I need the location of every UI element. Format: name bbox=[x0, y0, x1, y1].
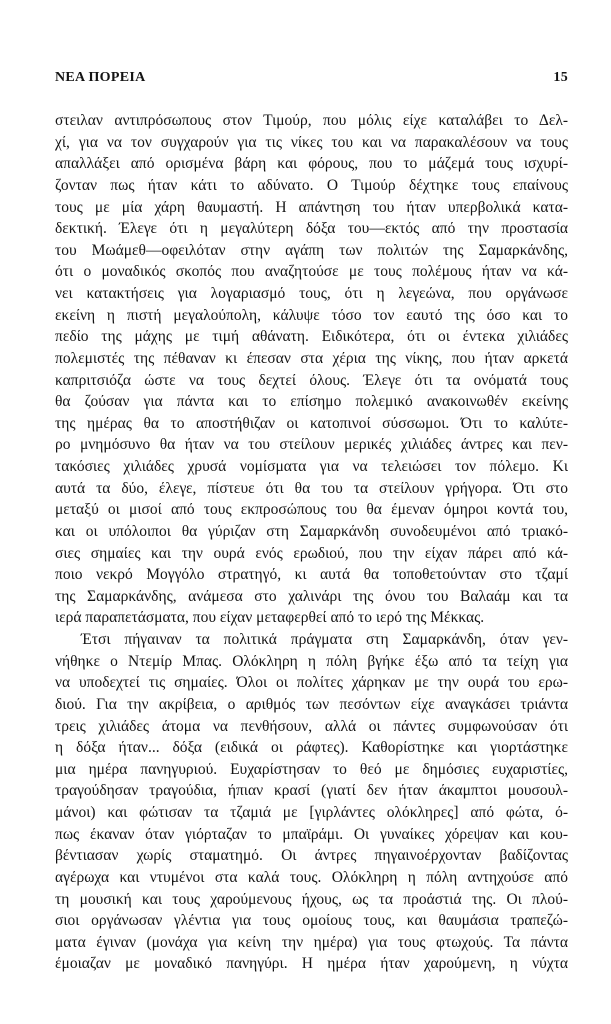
text-line: και οι υπόλοιποι θα γύριζαν στη Σαμαρκάνδη συνοδευμένοι από τριακό- bbox=[55, 522, 568, 540]
text-line: να υποδεχτεί τις σημαίες. Όλοι οι πολίτες χάρηκαν με την ουρά του ερω- bbox=[55, 674, 568, 692]
body-text bbox=[55, 110, 568, 975]
text-line: θα ζούσαν για πάντα και το επίσημο πολεμικό ανακοινωθέν εκείνης bbox=[55, 393, 568, 411]
text-line: τους με μία χάρη θαυμαστή. Η απάντηση του ήταν υπερβολικά κατα- bbox=[55, 198, 568, 216]
text-line: μεταξύ οι μισοί από τους εκπροσώπους του θα έμεναν όμηροι κοντά του, bbox=[55, 501, 568, 519]
text-line: τακόσιες χιλιάδες χρυσά νομίσματα για να τελειώσει τον πόλεμο. Κι bbox=[55, 458, 568, 475]
text-line: τρεις χιλιάδες άτομα να πενθήσουν, αλλά οι πάντες συμφωνούσαν ότι bbox=[55, 717, 568, 735]
text-line: ιερά παραπετάσματα, που είχαν μεταφερθεί από το ιερό της Μέκκας. bbox=[55, 609, 485, 627]
text-line: τη μουσική και τους χαρούμενους ήχους, ως τα προάστιά της. Οι πλού- bbox=[55, 890, 568, 908]
text-line: στειλαν αντιπρόσωπους στον Τιμούρ, που μόλις είχε καταλάβει το Δελ- bbox=[55, 112, 568, 129]
text-line: εκείνη η πιστή μεγαλούπολη, κάλυψε τόσο τον εαυτό της όσο και το bbox=[55, 306, 568, 324]
text-line: ματα έγιναν (μονάχα για κείνη την ημέρα) για τους φτωχούς. Τα πάντα bbox=[55, 933, 568, 951]
text-line: αγέρωχα και ντυμένοι στα καλά τους. Ολόκληρη η πόλη αντηχούσε από bbox=[55, 868, 568, 886]
text-line: ζονταν πως ήταν κάτι το αδύνατο. Ο Τιμούρ δέχτηκε τους επαίνους bbox=[55, 176, 568, 194]
text-line: έμοιαζαν με μοναδικό πανηγύρι. Η ημέρα ήταν χαρούμενη, η νύχτα bbox=[55, 955, 568, 973]
text-line: της Σαμαρκάνδης, ανάμεσα στο χαλινάρι της όνου του Βαλαάμ και τα bbox=[55, 587, 568, 605]
text-line: πολεμιστές της πέθαναν κι έπεσαν στα χέρια της νίκης, που ήταν αρκετά bbox=[55, 349, 568, 367]
text-line: απαλλάξει από ορισμένα βάρη και φόρους, που το μάζεμά τους ισχυρί- bbox=[55, 155, 568, 173]
text-line: σιες σημαίες και την ουρά ενός ερωδιού, που την είχαν πάρει από κά- bbox=[55, 544, 568, 562]
text-line: καπριτσιόζα ώστε να τους δεχτεί όλους. Έλεγε ότι τα ονόματά τους bbox=[55, 371, 568, 389]
text-line: νήθηκε ο Ντεμίρ Μπας. Ολόκληρη η πόλη βγήκε έξω από τα τείχη για bbox=[55, 652, 568, 670]
text-line: νει κατακτήσεις για λογαριασμό τους, ότι η λεγεώνα, που οργάνωσε bbox=[55, 285, 568, 302]
text-line: χί, για να τον συγχαρούν για τις νίκες του και να παρακαλέσουν να τους bbox=[55, 133, 568, 151]
text-line: αυτά τα δύο, έλεγε, πίστευε ότι θα του τα στείλουν γρήγορα. Ότι στο bbox=[55, 479, 568, 497]
text-line: ποιο νεκρό Μογγόλο στρατηγό, κι αυτά θα τοποθετούνταν στο τζαμί bbox=[55, 566, 568, 584]
text-line: η δόξα ήταν... δόξα (ειδικά οι ράφτες). Καθορίστηκε και γιορτάστηκε bbox=[55, 739, 568, 757]
text-line: πεδίο της μάχης με τιμή αθάνατη. Ειδικότερα, ότι οι έντεκα χιλιάδες bbox=[55, 328, 568, 346]
text-line: πως έκαναν όταν γιόρταζαν το μπαϊράμι. Οι γυναίκες χόρεψαν και κου- bbox=[55, 825, 568, 843]
text-line: Έτσι πήγαιναν τα πολιτικά πράγματα στη Σαμαρκάνδη, όταν γεν- bbox=[81, 631, 568, 648]
text-line: διού. Για την ακρίβεια, ο αριθμός των πεσόντων είχε αναγκάσει τριάντα bbox=[55, 695, 568, 713]
running-head bbox=[55, 70, 568, 90]
text-line: μάνοι) και φώτισαν τα τζαμιά με [γιρλάντες ολόκληρες] από φώτα, ό- bbox=[55, 804, 568, 821]
running-title: ΝΕΑ ΠΟΡΕΙΑ bbox=[55, 70, 146, 85]
text-line: δεκτική. Έλεγε ότι η μεγαλύτερη δόξα του—εκτός από την προστασία bbox=[55, 220, 568, 238]
text-line: ότι ο μοναδικός σκοπός που αναζητούσε με τους πολέμους ήταν να κά- bbox=[55, 263, 568, 281]
text-line: ρο μνημόσυνο θα ήταν να του στείλουν μερικές χιλιάδες άντρες και πεν- bbox=[55, 436, 568, 454]
text-line: τραγούδησαν τραγούδια, ήπιαν κρασί (γιατί δεν ήταν άκαμπτοι μουσουλ- bbox=[55, 782, 568, 800]
text-line: μια ημέρα πανηγυριού. Ευχαρίστησαν το θεό με δημόσιες ευχαριστίες, bbox=[55, 760, 568, 778]
text-line: σιοι οργάνωσαν γλέντια για τους ομοίους τους, και θαυμάσια τραπεζώ- bbox=[55, 912, 568, 930]
text-line: της ημέρας θα το αποστήθιζαν οι κατοπινοί σύσσωμοι. Ότι το καλύτε- bbox=[55, 414, 568, 432]
text-line: του Μωάμεθ—οφειλόταν στην αγάπη των πολιτών της Σαμαρκάνδης, bbox=[55, 241, 568, 259]
text-line: βέντιασαν χωρίς σταματημό. Οι άντρες πηγαινοέρχονταν βαδίζοντας bbox=[55, 847, 568, 865]
page-number: 15 bbox=[553, 70, 568, 85]
